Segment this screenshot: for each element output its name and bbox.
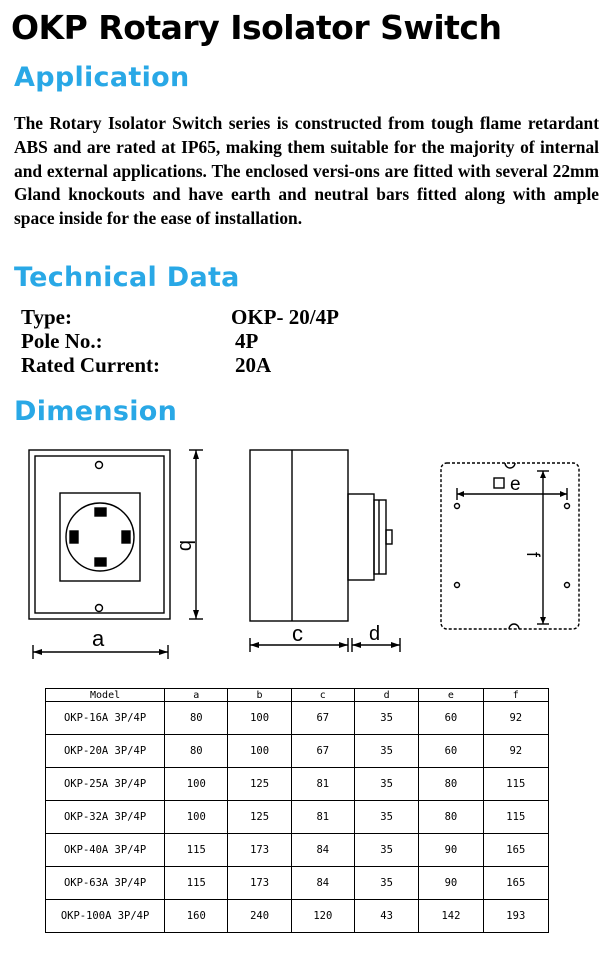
cell-a: 160 xyxy=(165,900,228,933)
keyhole-icon xyxy=(509,624,519,629)
dimension-table xyxy=(45,688,549,933)
cell-a: 100 xyxy=(165,801,228,834)
cell-c: 67 xyxy=(291,702,354,735)
dim-label-e: e xyxy=(510,474,521,495)
column-header-d: d xyxy=(354,689,418,702)
dim-label-b: b xyxy=(175,540,197,552)
cell-e: 142 xyxy=(419,900,483,933)
application-text: The Rotary Isolator Switch series is constructed from tough flame retardant ABS and are rated at IP65, making them suitable for the majority of internal and external applications. The enclosed versi-ons are fitted with several 22mm Gland knockouts and have earth and neutral bars fitted along with ample space inside for the ease of installation. xyxy=(14,113,599,229)
table-row xyxy=(46,801,549,834)
cell-model: OKP-25A 3P/4P xyxy=(46,768,165,801)
tech-label: Type: xyxy=(21,305,72,329)
cell-d: 35 xyxy=(354,768,418,801)
cell-f: 115 xyxy=(483,768,548,801)
cell-d: 35 xyxy=(354,801,418,834)
column-header-f: f xyxy=(483,689,548,702)
cell-c: 67 xyxy=(291,735,354,768)
cell-f: 92 xyxy=(483,702,548,735)
cell-b: 125 xyxy=(228,801,291,834)
table-row xyxy=(46,834,549,867)
technical-data-heading: Technical Data xyxy=(14,262,240,293)
tech-value: OKP- 20/4P xyxy=(231,305,339,329)
cell-model: OKP-20A 3P/4P xyxy=(46,735,165,768)
cell-f: 193 xyxy=(483,900,548,933)
table-row xyxy=(46,735,549,768)
table-row xyxy=(46,702,549,735)
dimension-drawing xyxy=(0,440,611,670)
tech-label: Rated Current: xyxy=(21,353,161,377)
table-row xyxy=(46,900,549,933)
screw-hole-icon xyxy=(96,462,103,469)
cell-f: 115 xyxy=(483,801,548,834)
cell-b: 100 xyxy=(228,735,291,768)
cell-a: 115 xyxy=(165,834,228,867)
cell-b: 173 xyxy=(228,834,291,867)
cell-e: 80 xyxy=(419,768,483,801)
cell-model: OKP-63A 3P/4P xyxy=(46,867,165,900)
table-header-row xyxy=(46,689,549,702)
cell-b: 100 xyxy=(228,702,291,735)
side-view xyxy=(250,450,392,621)
cell-b: 240 xyxy=(228,900,291,933)
column-header-e: e xyxy=(419,689,483,702)
cell-c: 81 xyxy=(291,801,354,834)
dim-label-f: f xyxy=(523,552,543,558)
cell-a: 80 xyxy=(165,702,228,735)
cell-model: OKP-32A 3P/4P xyxy=(46,801,165,834)
cell-f: 165 xyxy=(483,834,548,867)
cell-d: 35 xyxy=(354,702,418,735)
screw-hole-icon xyxy=(96,605,103,612)
column-header-c: c xyxy=(291,689,354,702)
cell-a: 100 xyxy=(165,768,228,801)
application-heading: Application xyxy=(14,62,190,93)
column-header-a: a xyxy=(165,689,228,702)
cell-a: 80 xyxy=(165,735,228,768)
dim-label-a: a xyxy=(92,626,105,651)
cell-d: 35 xyxy=(354,735,418,768)
cell-c: 120 xyxy=(291,900,354,933)
tech-value: 20A xyxy=(235,353,272,377)
cell-model: OKP-16A 3P/4P xyxy=(46,702,165,735)
cell-e: 60 xyxy=(419,735,483,768)
table-row xyxy=(46,768,549,801)
cell-d: 35 xyxy=(354,834,418,867)
page-title: OKP Rotary Isolator Switch xyxy=(11,8,502,47)
square-marker-icon xyxy=(494,478,504,488)
cell-e: 90 xyxy=(419,834,483,867)
cell-e: 90 xyxy=(419,867,483,900)
tech-value: 4P xyxy=(235,329,259,353)
cell-d: 35 xyxy=(354,867,418,900)
cell-c: 81 xyxy=(291,768,354,801)
cell-b: 125 xyxy=(228,768,291,801)
cell-f: 165 xyxy=(483,867,548,900)
column-header-model: Model xyxy=(46,689,165,702)
cell-a: 115 xyxy=(165,867,228,900)
cell-model: OKP-40A 3P/4P xyxy=(46,834,165,867)
cell-e: 60 xyxy=(419,702,483,735)
cell-d: 43 xyxy=(354,900,418,933)
cell-b: 173 xyxy=(228,867,291,900)
cell-c: 84 xyxy=(291,834,354,867)
front-view xyxy=(29,450,170,619)
column-header-b: b xyxy=(228,689,291,702)
dimension-heading: Dimension xyxy=(14,396,178,427)
cell-c: 84 xyxy=(291,867,354,900)
keyhole-icon xyxy=(505,463,515,468)
table-row xyxy=(46,867,549,900)
cell-model: OKP-100A 3P/4P xyxy=(46,900,165,933)
tech-label: Pole No.: xyxy=(21,329,103,353)
cell-e: 80 xyxy=(419,801,483,834)
dim-label-d: d xyxy=(369,623,381,645)
cell-f: 92 xyxy=(483,735,548,768)
dim-label-c: c xyxy=(292,621,303,646)
